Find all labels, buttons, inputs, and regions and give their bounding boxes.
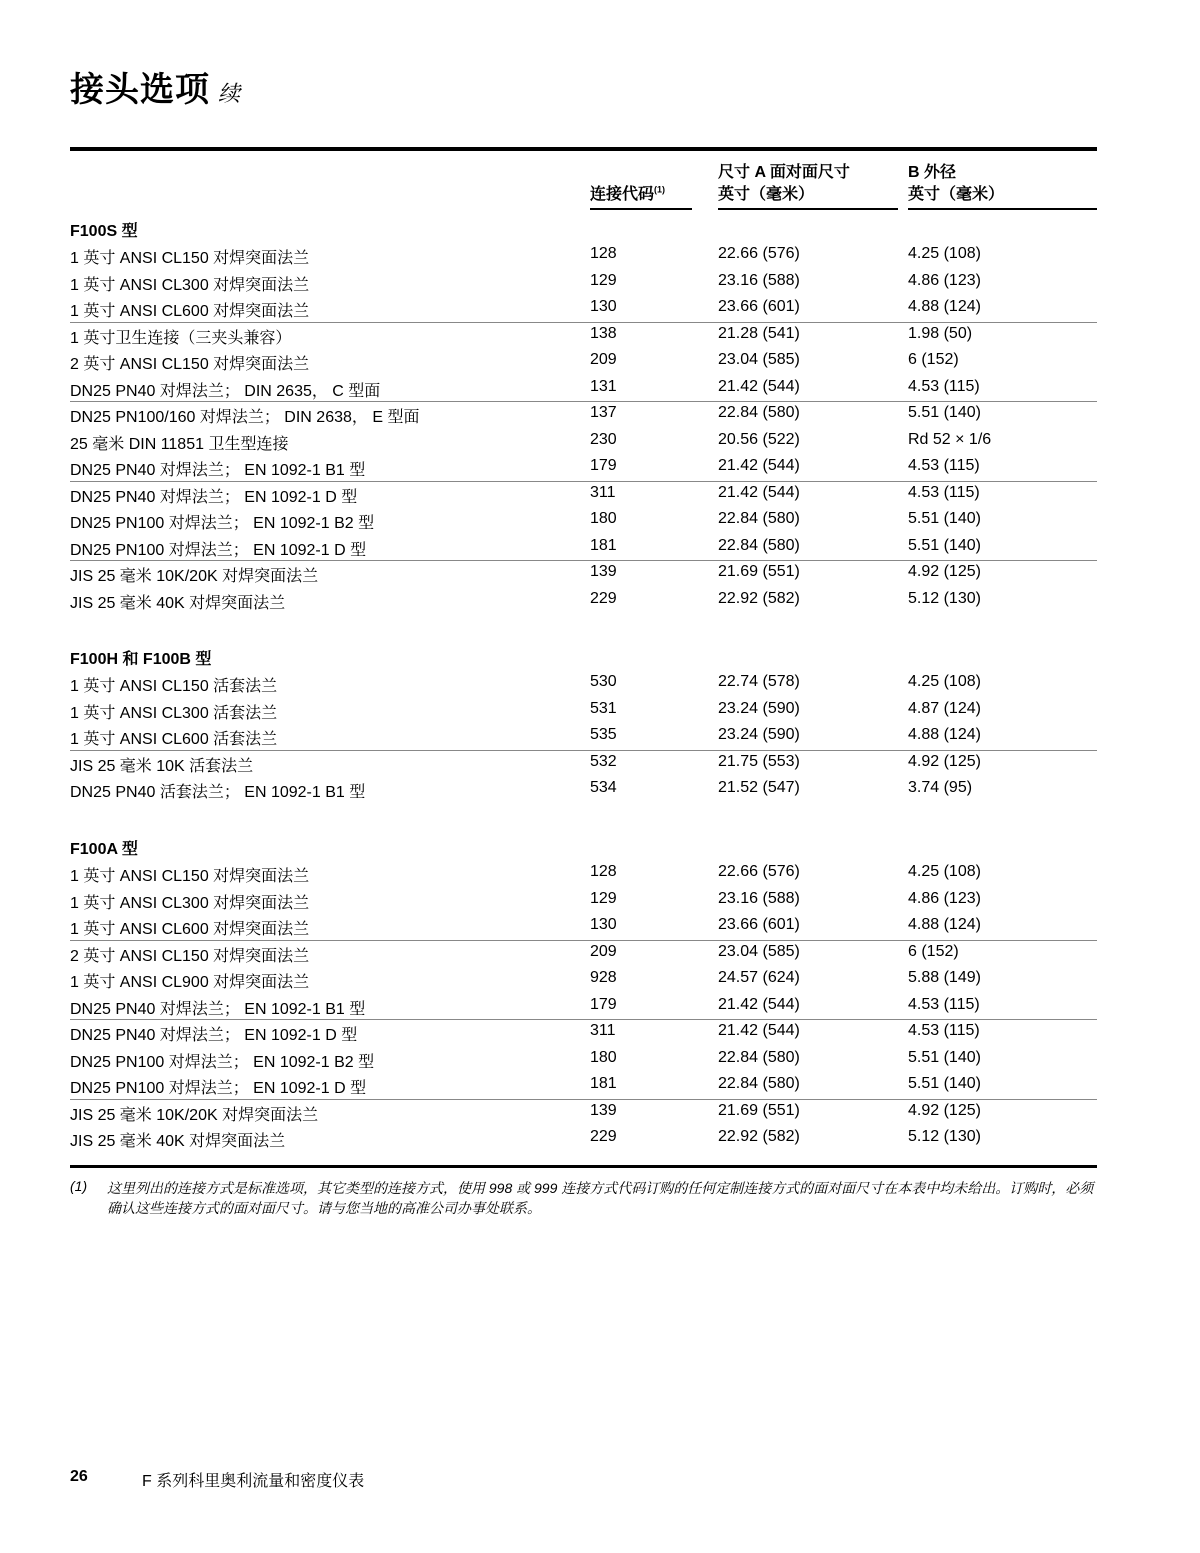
connection-description: JIS 25 毫米 10K 活套法兰 (70, 757, 254, 775)
dimension-b: 4.53 (115) (908, 1022, 980, 1039)
connection-code: 131 (590, 377, 617, 395)
dimension-a: 23.66 (601) (718, 298, 800, 315)
connection-code: 180 (590, 510, 617, 527)
table-row (70, 429, 1097, 455)
dimension-b: 5.12 (130) (908, 589, 981, 607)
dimension-a: 23.16 (588) (718, 271, 800, 289)
connection-description: 1 英寸 ANSI CL900 对焊突面法兰 (70, 974, 310, 991)
dimension-a: 22.66 (576) (718, 245, 800, 262)
dimension-b: 5.88 (149) (908, 969, 981, 986)
connection-code: 129 (590, 889, 617, 907)
dimension-b: 4.88 (124) (908, 726, 981, 743)
table-row (70, 349, 1097, 375)
table-row (70, 967, 1097, 993)
connection-code: 928 (590, 969, 617, 986)
header-dim-b-line2: 英寸（毫米） (908, 186, 1005, 203)
header-dim-b (908, 162, 1004, 206)
connection-code: 130 (590, 298, 617, 315)
connection-description: 2 英寸 ANSI CL150 对焊突面法兰 (70, 356, 310, 373)
page-title (70, 62, 240, 111)
dimension-b: Rd 52 × 1/6 (908, 430, 992, 448)
table-row (70, 1100, 1097, 1126)
table-row (70, 270, 1097, 296)
dimension-a: 21.42 (544) (718, 1022, 800, 1039)
connection-code: 209 (590, 942, 617, 960)
dimension-a: 22.92 (582) (718, 589, 800, 607)
dimension-b: 5.12 (130) (908, 1128, 981, 1145)
connection-description: 1 英寸 ANSI CL300 对焊突面法兰 (70, 894, 310, 912)
dimension-b: 5.51 (140) (908, 1075, 981, 1092)
footnote-mark: (1) (70, 1178, 88, 1194)
connection-description: DN25 PN40 对焊法兰； EN 1092-1 B1 型 (70, 1000, 366, 1018)
header-dim-a-line2: 英寸（毫米） (718, 186, 815, 203)
dimension-b: 4.92 (125) (908, 752, 981, 770)
connection-code: 532 (590, 752, 617, 770)
connection-description: DN25 PN100/160 对焊法兰； DIN 2638， E 型面 (70, 409, 420, 426)
dimension-b: 5.51 (140) (908, 1048, 981, 1066)
dimension-a: 21.42 (544) (718, 457, 800, 474)
section-title: F100A 型 (70, 841, 138, 858)
connection-description: 1 英寸 ANSI CL600 对焊突面法兰 (70, 303, 310, 320)
connection-code: 181 (590, 1075, 617, 1092)
section-title: F100H 和 F100B 型 (70, 651, 212, 668)
connection-code: 179 (590, 457, 617, 474)
dimension-b: 4.86 (123) (908, 889, 981, 907)
table-row (70, 296, 1097, 322)
connection-description: DN25 PN40 对焊法兰； EN 1092-1 B1 型 (70, 462, 366, 479)
table-row (70, 482, 1097, 508)
connection-description: JIS 25 毫米 10K/20K 对焊突面法兰 (70, 568, 319, 585)
dimension-b: 5.51 (140) (908, 510, 981, 527)
dimension-a: 22.74 (578) (718, 673, 800, 690)
table-row (70, 376, 1097, 402)
connection-code: 138 (590, 324, 617, 342)
table-row (70, 402, 1097, 428)
dimension-b: 4.92 (125) (908, 563, 981, 580)
table-row (70, 941, 1097, 967)
dimension-b: 1.98 (50) (908, 324, 973, 342)
table-row (70, 861, 1097, 887)
table-row (70, 588, 1097, 614)
connection-code: 311 (590, 1022, 616, 1039)
dimension-b: 4.25 (108) (908, 245, 981, 262)
dimension-b: 4.53 (115) (908, 457, 980, 474)
connection-description: 1 英寸 ANSI CL300 活套法兰 (70, 704, 278, 722)
header-code (590, 184, 665, 206)
connection-code: 137 (590, 404, 617, 421)
title-main: 接头选项 (70, 71, 210, 109)
connection-code: 209 (590, 351, 617, 368)
connection-description: 25 毫米 DIN 11851 卫生型连接 (70, 435, 289, 453)
dimension-a: 21.69 (551) (718, 563, 800, 580)
dimension-a: 21.75 (553) (718, 752, 800, 770)
dimension-b: 4.53 (115) (908, 995, 980, 1013)
connection-code: 179 (590, 995, 617, 1013)
table-row (70, 888, 1097, 914)
dimension-a: 21.52 (547) (718, 779, 800, 796)
header-dim-b-line1: B 外径 (908, 164, 957, 181)
top-rule (70, 147, 1097, 151)
connection-description: JIS 25 毫米 40K 对焊突面法兰 (70, 594, 286, 612)
section-title: F100S 型 (70, 223, 138, 240)
table-row (70, 1047, 1097, 1073)
table-row (70, 1073, 1097, 1099)
connection-description: 1 英寸 ANSI CL300 对焊突面法兰 (70, 276, 310, 294)
footer-doc-title: F 系列科里奥利流量和密度仪表 (142, 1473, 365, 1490)
dimension-b: 5.51 (140) (908, 404, 981, 421)
dimension-b: 4.25 (108) (908, 673, 981, 690)
table-row (70, 455, 1097, 481)
page-number: 26 (70, 1468, 88, 1485)
connection-code: 139 (590, 1101, 617, 1119)
connection-description: DN25 PN40 对焊法兰； EN 1092-1 D 型 (70, 1027, 358, 1044)
connection-description: 1 英寸 ANSI CL150 对焊突面法兰 (70, 250, 310, 267)
dimension-b: 4.53 (115) (908, 377, 980, 395)
connection-description: DN25 PN100 对焊法兰； EN 1092-1 D 型 (70, 1080, 367, 1097)
connection-code: 139 (590, 563, 617, 580)
header-dim-a (718, 162, 850, 206)
header-underline-dim-b (908, 208, 1097, 210)
header-underline-code (590, 208, 692, 210)
dimension-a: 23.66 (601) (718, 916, 800, 933)
connection-description: DN25 PN40 活套法兰； EN 1092-1 B1 型 (70, 784, 366, 801)
dimension-b: 4.88 (124) (908, 916, 981, 933)
dimension-a: 21.42 (544) (718, 995, 800, 1013)
table-row (70, 561, 1097, 587)
connection-code: 129 (590, 271, 617, 289)
table-row (70, 671, 1097, 697)
dimension-a: 22.84 (580) (718, 1075, 800, 1092)
table-row (70, 777, 1097, 803)
dimension-a: 22.66 (576) (718, 863, 800, 880)
connection-code: 181 (590, 536, 617, 554)
connection-description: DN25 PN100 对焊法兰； EN 1092-1 B2 型 (70, 1053, 375, 1071)
connection-description: JIS 25 毫米 10K/20K 对焊突面法兰 (70, 1106, 319, 1124)
connection-code: 229 (590, 1128, 617, 1145)
table-row (70, 535, 1097, 561)
dimension-a: 23.24 (590) (718, 699, 800, 717)
connection-code: 311 (590, 483, 616, 501)
connection-description: 1 英寸卫生连接（三夹头兼容） (70, 329, 292, 347)
dimension-a: 22.84 (580) (718, 1048, 800, 1066)
dimension-a: 22.84 (580) (718, 510, 800, 527)
dimension-a: 21.69 (551) (718, 1101, 800, 1119)
dimension-a: 22.84 (580) (718, 404, 800, 421)
table-row (70, 724, 1097, 750)
connection-description: DN25 PN40 对焊法兰； EN 1092-1 D 型 (70, 488, 358, 506)
header-code-label: 连接代码 (590, 186, 655, 203)
header-underline-dim-a (718, 208, 898, 210)
dimension-a: 23.04 (585) (718, 351, 800, 368)
table-row (70, 1126, 1097, 1152)
connection-description: 1 英寸 ANSI CL150 活套法兰 (70, 678, 278, 695)
connection-code: 531 (590, 699, 617, 717)
header-code-footnote: (1) (654, 184, 666, 195)
connection-description: 1 英寸 ANSI CL600 对焊突面法兰 (70, 921, 310, 938)
dimension-b: 4.25 (108) (908, 863, 981, 880)
dimension-a: 23.04 (585) (718, 942, 800, 960)
bottom-rule (70, 1165, 1097, 1168)
connection-description: 1 英寸 ANSI CL600 活套法兰 (70, 731, 278, 748)
connection-description: DN25 PN100 对焊法兰； EN 1092-1 D 型 (70, 541, 367, 559)
connection-description: 2 英寸 ANSI CL150 对焊突面法兰 (70, 947, 310, 965)
connection-description: 1 英寸 ANSI CL150 对焊突面法兰 (70, 868, 310, 885)
connection-code: 230 (590, 430, 617, 448)
connection-code: 229 (590, 589, 617, 607)
header-dim-a-line1: 尺寸 A 面对面尺寸 (718, 164, 850, 181)
table-row (70, 698, 1097, 724)
dimension-a: 21.42 (544) (718, 483, 800, 501)
connection-code: 180 (590, 1048, 617, 1066)
table-row (70, 994, 1097, 1020)
dimension-a: 23.24 (590) (718, 726, 800, 743)
connection-code: 530 (590, 673, 617, 690)
dimension-b: 5.51 (140) (908, 536, 981, 554)
table-row (70, 508, 1097, 534)
dimension-a: 21.42 (544) (718, 377, 800, 395)
footnote-text: 这里列出的连接方式是标准选项，其它类型的连接方式，使用 998 或 999 连接方式代码订购的任何定制连接方式的面对面尺寸在本表中均未给出。订购时，必须确认这些连接方式的面对面尺寸。请与您当地的高准公司办事处联系。 (107, 1180, 1094, 1216)
table-row (70, 914, 1097, 940)
connection-code: 535 (590, 726, 617, 743)
dimension-a: 21.28 (541) (718, 324, 800, 342)
dimension-b: 4.53 (115) (908, 483, 980, 501)
table-row (70, 751, 1097, 777)
dimension-b: 4.88 (124) (908, 298, 981, 315)
title-continued: 续 (218, 81, 241, 106)
dimension-b: 6 (152) (908, 942, 959, 960)
table-row (70, 243, 1097, 269)
dimension-b: 4.92 (125) (908, 1101, 981, 1119)
dimension-b: 3.74 (95) (908, 779, 973, 796)
dimension-a: 24.57 (624) (718, 969, 800, 986)
connection-code: 534 (590, 779, 617, 796)
connection-description: DN25 PN40 对焊法兰； DIN 2635， C 型面 (70, 382, 381, 400)
dimension-b: 4.87 (124) (908, 699, 981, 717)
dimension-a: 22.84 (580) (718, 536, 800, 554)
connection-description: DN25 PN100 对焊法兰； EN 1092-1 B2 型 (70, 515, 375, 532)
dimension-a: 20.56 (522) (718, 430, 800, 448)
table-row (70, 323, 1097, 349)
connection-code: 128 (590, 245, 617, 262)
dimension-b: 6 (152) (908, 351, 959, 368)
dimension-a: 23.16 (588) (718, 889, 800, 907)
dimension-a: 22.92 (582) (718, 1128, 800, 1145)
dimension-b: 4.86 (123) (908, 271, 981, 289)
connection-code: 128 (590, 863, 617, 880)
table-row (70, 1020, 1097, 1046)
connection-code: 130 (590, 916, 617, 933)
connection-description: JIS 25 毫米 40K 对焊突面法兰 (70, 1133, 286, 1150)
